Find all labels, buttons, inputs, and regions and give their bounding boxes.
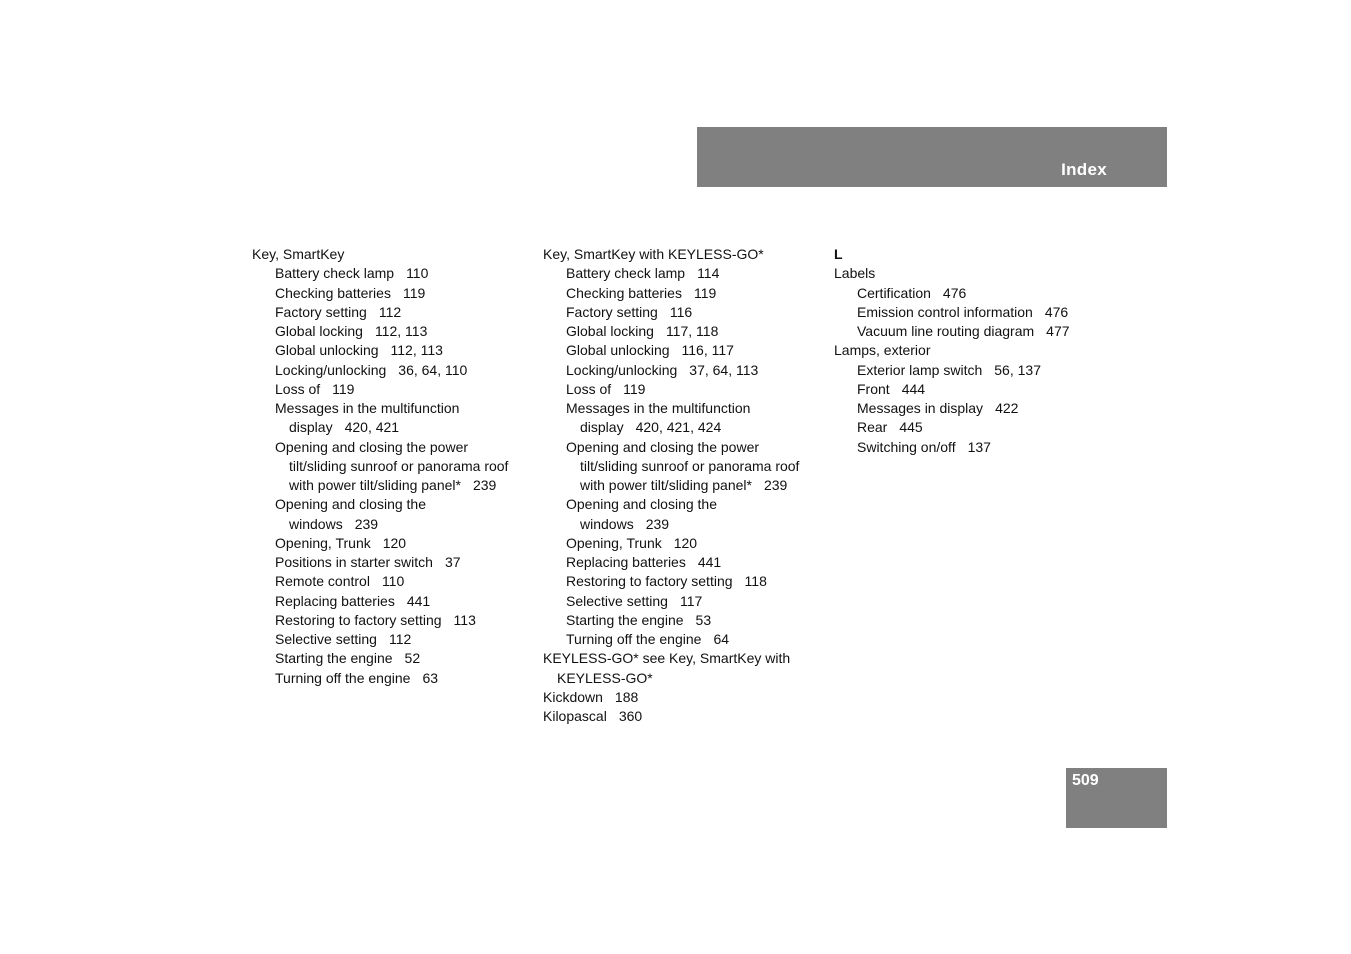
index-line (275, 611, 508, 630)
index-line (275, 380, 508, 399)
index-term: Checking batteries (275, 284, 391, 301)
page-reference: 116, 117 (681, 342, 734, 359)
index-term: Key, SmartKey with KEYLESS-GO* (543, 246, 764, 262)
index-subentry (543, 630, 799, 649)
index-line (543, 649, 799, 668)
index-subentry (252, 322, 508, 341)
index-line (857, 380, 1070, 399)
index-subentry (834, 322, 1070, 341)
index-line (566, 630, 799, 649)
index-line (566, 361, 799, 380)
page-reference: 37 (444, 554, 461, 570)
page-reference: 476 (942, 284, 967, 301)
page-reference: 114 (697, 265, 720, 282)
page-number-box (1066, 768, 1167, 828)
header-bar (697, 127, 1167, 187)
index-line (857, 322, 1070, 341)
index-term: L (834, 246, 843, 262)
page-reference: 137 (967, 438, 991, 455)
page-reference: 445 (899, 419, 923, 436)
index-subentry (252, 361, 508, 380)
index-subentry (543, 553, 799, 572)
page-reference: 188 (614, 688, 639, 705)
index-term: Turning off the engine (566, 631, 702, 647)
index-subentry (252, 572, 508, 591)
index-term: windows (580, 515, 634, 532)
index-line (566, 341, 799, 360)
index-line (834, 341, 1070, 360)
index-line (252, 245, 508, 264)
index-term: Turning off the engine (275, 669, 411, 686)
index-subentry (543, 495, 799, 534)
index-term: Factory setting (566, 303, 658, 320)
index-term: KEYLESS-GO* (557, 669, 653, 686)
page-reference: 117, 118 (665, 323, 719, 339)
index-line (275, 534, 508, 553)
index-subentry (543, 341, 799, 360)
index-term: Global unlocking (566, 342, 670, 359)
index-line (275, 669, 508, 688)
index-subentry (543, 322, 799, 341)
index-term: Factory setting (275, 303, 367, 320)
index-line (275, 649, 508, 668)
index-term: Replacing batteries (566, 554, 686, 570)
index-term: Restoring to factory setting (566, 573, 733, 590)
index-subentry (543, 264, 799, 283)
page-reference: 239 (354, 515, 379, 532)
index-term: with power tilt/sliding panel* (289, 477, 461, 493)
index-line (566, 380, 799, 399)
index-term: Switching on/off (857, 438, 956, 455)
page-reference: 119 (332, 380, 355, 397)
index-term: Positions in starter switch (275, 554, 433, 570)
index-subentry (252, 649, 508, 668)
index-subentry (252, 264, 508, 283)
index-subentry (252, 592, 508, 611)
index-line (275, 322, 508, 341)
index-term: display (580, 419, 624, 436)
index-entry (543, 245, 799, 264)
index-line (566, 515, 799, 534)
index-column-2 (543, 245, 799, 726)
page-reference: 110 (381, 573, 405, 590)
page-reference: 56, 137 (994, 361, 1041, 378)
page-reference: 239 (472, 477, 497, 493)
index-entry (834, 264, 1070, 283)
index-line (566, 572, 799, 591)
index-line (857, 284, 1070, 303)
index-subentry (252, 380, 508, 399)
index-term: Kilopascal (543, 708, 607, 724)
index-line (566, 553, 799, 572)
index-line (566, 611, 799, 630)
index-term: Checking batteries (566, 284, 682, 301)
index-line (857, 399, 1070, 418)
page-reference: 360 (618, 708, 643, 724)
index-subentry (834, 418, 1070, 437)
index-subentry (252, 303, 508, 322)
page-reference: 441 (697, 554, 722, 570)
index-subentry (252, 399, 508, 438)
page-reference: 118 (744, 573, 767, 590)
index-term: display (289, 419, 333, 436)
index-line (275, 341, 508, 360)
index-line (275, 457, 508, 476)
index-term: Exterior lamp switch (857, 361, 983, 378)
index-subentry (252, 553, 508, 572)
index-line (566, 264, 799, 283)
index-line (275, 418, 508, 437)
index-term: Loss of (566, 380, 612, 397)
index-subentry (543, 303, 799, 322)
index-term: Locking/unlocking (566, 361, 678, 378)
index-term: Messages in the multifunction (566, 400, 751, 416)
index-line (566, 476, 799, 495)
page-reference: 112, 113 (390, 342, 443, 359)
index-line (566, 303, 799, 322)
index-line (566, 592, 799, 611)
page-reference: 117 (679, 592, 703, 609)
index-term: Locking/unlocking (275, 361, 387, 378)
page-reference: 113 (453, 611, 476, 628)
index-line (566, 322, 799, 341)
index-line (275, 264, 508, 283)
index-term: Key, SmartKey (252, 246, 345, 262)
index-subentry (543, 592, 799, 611)
index-entry (543, 649, 799, 688)
page-reference: 420, 421, 424 (635, 419, 722, 436)
index-line (566, 534, 799, 553)
page-reference: 476 (1044, 303, 1069, 320)
index-line (543, 688, 799, 707)
index-line (275, 476, 508, 495)
page-reference: 420, 421 (344, 419, 400, 436)
page-title: Index (1061, 160, 1107, 179)
index-term: Global locking (566, 323, 654, 339)
index-subentry (543, 534, 799, 553)
page-reference: 477 (1046, 323, 1070, 339)
index-term: tilt/sliding sunroof or panorama roof (289, 457, 509, 474)
index-column-3 (834, 245, 1070, 457)
index-line (543, 669, 799, 688)
page-reference: 239 (645, 515, 670, 532)
index-term: Selective setting (566, 592, 668, 609)
page-reference: 37, 64, 113 (689, 361, 759, 378)
page-reference: 239 (763, 477, 788, 493)
index-term: Restoring to factory setting (275, 611, 442, 628)
page-number: 509 (1072, 772, 1099, 789)
index-line (543, 245, 799, 264)
index-term: Messages in display (857, 400, 984, 416)
index-line (857, 361, 1070, 380)
index-letter-heading (834, 245, 1070, 264)
index-subentry (543, 572, 799, 591)
page-reference: 36, 64, 110 (398, 361, 468, 378)
index-term: Loss of (275, 380, 321, 397)
index-line (275, 361, 508, 380)
index-term: tilt/sliding sunroof or panorama roof (580, 457, 800, 474)
index-subentry (543, 611, 799, 630)
index-line (566, 418, 799, 437)
index-line (834, 245, 1070, 264)
index-line (275, 592, 508, 611)
index-term: Global unlocking (275, 342, 379, 359)
page-reference: 444 (901, 380, 926, 397)
index-subentry (543, 380, 799, 399)
index-term: Battery check lamp (566, 265, 686, 282)
index-subentry (543, 284, 799, 303)
index-term: Front (857, 380, 890, 397)
index-entry (543, 707, 799, 726)
page-reference: 53 (695, 611, 712, 628)
index-line (857, 303, 1070, 322)
index-term: Battery check lamp (275, 265, 395, 282)
index-term: KEYLESS-GO* see Key, SmartKey with (543, 650, 791, 667)
index-entry (543, 688, 799, 707)
index-term: Starting the engine (566, 611, 684, 628)
index-subentry (834, 380, 1070, 399)
index-subentry (252, 611, 508, 630)
index-term: Opening and closing the power (566, 438, 760, 455)
index-subentry (543, 399, 799, 438)
index-term: Messages in the multifunction (275, 400, 460, 416)
index-subentry (252, 630, 508, 649)
page-reference: 119 (623, 380, 646, 397)
page-reference: 110 (406, 265, 429, 282)
index-term: Certification (857, 284, 931, 301)
page-reference: 112, 113 (374, 323, 428, 339)
index-term: Vacuum line routing diagram (857, 323, 1035, 339)
index-term: Opening and closing the power (275, 438, 469, 455)
index-subentry (834, 438, 1070, 457)
index-term: Opening, Trunk (275, 534, 371, 551)
index-line (275, 515, 508, 534)
index-line (857, 438, 1070, 457)
index-subentry (252, 669, 508, 688)
page-reference: 441 (406, 592, 431, 609)
page-reference: 422 (995, 400, 1019, 416)
page-reference: 63 (422, 669, 439, 686)
index-entry (834, 341, 1070, 360)
index-term: with power tilt/sliding panel* (580, 477, 752, 493)
index-term: Global locking (275, 323, 363, 339)
page-reference: 116 (669, 303, 693, 320)
index-subentry (252, 534, 508, 553)
page-reference: 119 (402, 284, 426, 301)
index-subentry (834, 399, 1070, 418)
index-line (275, 303, 508, 322)
index-term: windows (289, 515, 343, 532)
index-line (857, 418, 1070, 437)
index-line (566, 457, 799, 476)
index-line (566, 438, 799, 457)
index-subentry (543, 438, 799, 496)
page-reference: 112 (388, 631, 412, 647)
index-term: Opening and closing the (275, 496, 426, 513)
index-line (566, 284, 799, 303)
index-subentry (834, 284, 1070, 303)
index-term: Opening, Trunk (566, 534, 662, 551)
index-term: Rear (857, 419, 888, 436)
index-subentry (252, 341, 508, 360)
page-reference: 52 (404, 650, 421, 667)
page-reference: 120 (673, 534, 698, 551)
index-entry (252, 245, 508, 264)
index-subentry (834, 361, 1070, 380)
index-subentry (834, 303, 1070, 322)
page-reference: 64 (713, 631, 730, 647)
index-line (275, 553, 508, 572)
index-line (543, 707, 799, 726)
index-column-1 (252, 245, 508, 688)
index-term: Opening and closing the (566, 496, 717, 513)
index-line (275, 438, 508, 457)
index-line (275, 399, 508, 418)
index-line (275, 495, 508, 514)
index-line (566, 399, 799, 418)
index-subentry (252, 438, 508, 496)
index-line (275, 572, 508, 591)
index-subentry (543, 361, 799, 380)
index-term: Starting the engine (275, 650, 393, 667)
index-line (275, 284, 508, 303)
index-subentry (252, 284, 508, 303)
index-line (275, 630, 508, 649)
page-reference: 119 (693, 284, 717, 301)
index-term: Kickdown (543, 688, 603, 705)
page-reference: 112 (378, 303, 402, 320)
index-term: Emission control information (857, 303, 1033, 320)
index-term: Labels (834, 265, 876, 282)
index-term: Selective setting (275, 631, 377, 647)
index-term: Remote control (275, 573, 370, 590)
index-subentry (252, 495, 508, 534)
page-reference: 120 (382, 534, 407, 551)
index-line (834, 264, 1070, 283)
index-line (566, 495, 799, 514)
index-term: Lamps, exterior (834, 342, 931, 359)
index-term: Replacing batteries (275, 592, 395, 609)
